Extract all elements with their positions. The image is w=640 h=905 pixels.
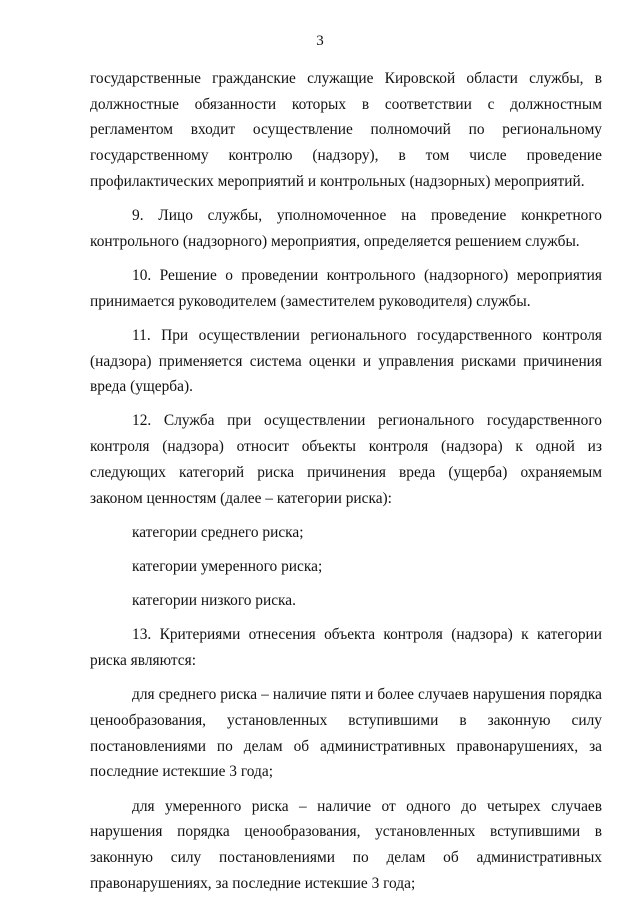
risk-category-list [90, 520, 602, 614]
paragraph-11: 11. При осуществлении регионального государственного контроля (надзора) применяется система оценки и управления рисками причинения вреда (ущерба). [90, 326, 602, 396]
risk-category-item: категории низкого риска. [132, 592, 296, 610]
paragraph-13-moderate-risk: для умеренного риска – наличие от одного до четырех случаев нарушения порядка ценообразования, установленных вступившими в законную силу постановлениями по делам об административных правонарушениях, за последние истекшие 3 года; [90, 797, 602, 892]
paragraph-10: 10. Решение о проведении контрольного (надзорного) мероприятия принимается руководителем (заместителем руководителя) службы. [90, 266, 602, 310]
risk-category-item: категории среднего риска; [132, 523, 304, 541]
document-body [90, 66, 602, 905]
page-number: 3 [316, 33, 324, 49]
paragraph-continuation: государственные гражданские служащие Кировской области службы, в должностные обязанности которых в соответствии с должностным регламентом входит осуществление полномочий по региональному государственному контролю (надзору), в том числе проведение профилактических мероприятий и контрольных (надзорных) мероприятий. [90, 70, 602, 190]
paragraph-9: 9. Лицо службы, уполномоченное на проведение конкретного контрольного (надзорного) мероприятия, определяется решением службы. [90, 207, 602, 250]
risk-category-item: категории умеренного риска; [132, 557, 323, 575]
paragraph-12: 12. Служба при осуществлении регионального государственного контроля (надзора) относит объекты контроля (надзора) к одной из следующих категорий риска причинения вреда (ущерба) охраняемым законом ценностям (далее – категории риска): [90, 412, 602, 507]
paragraph-13: 13. Критериями отнесения объекта контроля (надзора) к категории риска являются: [90, 626, 602, 670]
paragraph-13-medium-risk: для среднего риска – наличие пяти и более случаев нарушения порядка ценообразования, установленных вступившими в законную силу постановлениями по делам об административных правонарушениях, за последние истекшие 3 года; [90, 686, 602, 781]
